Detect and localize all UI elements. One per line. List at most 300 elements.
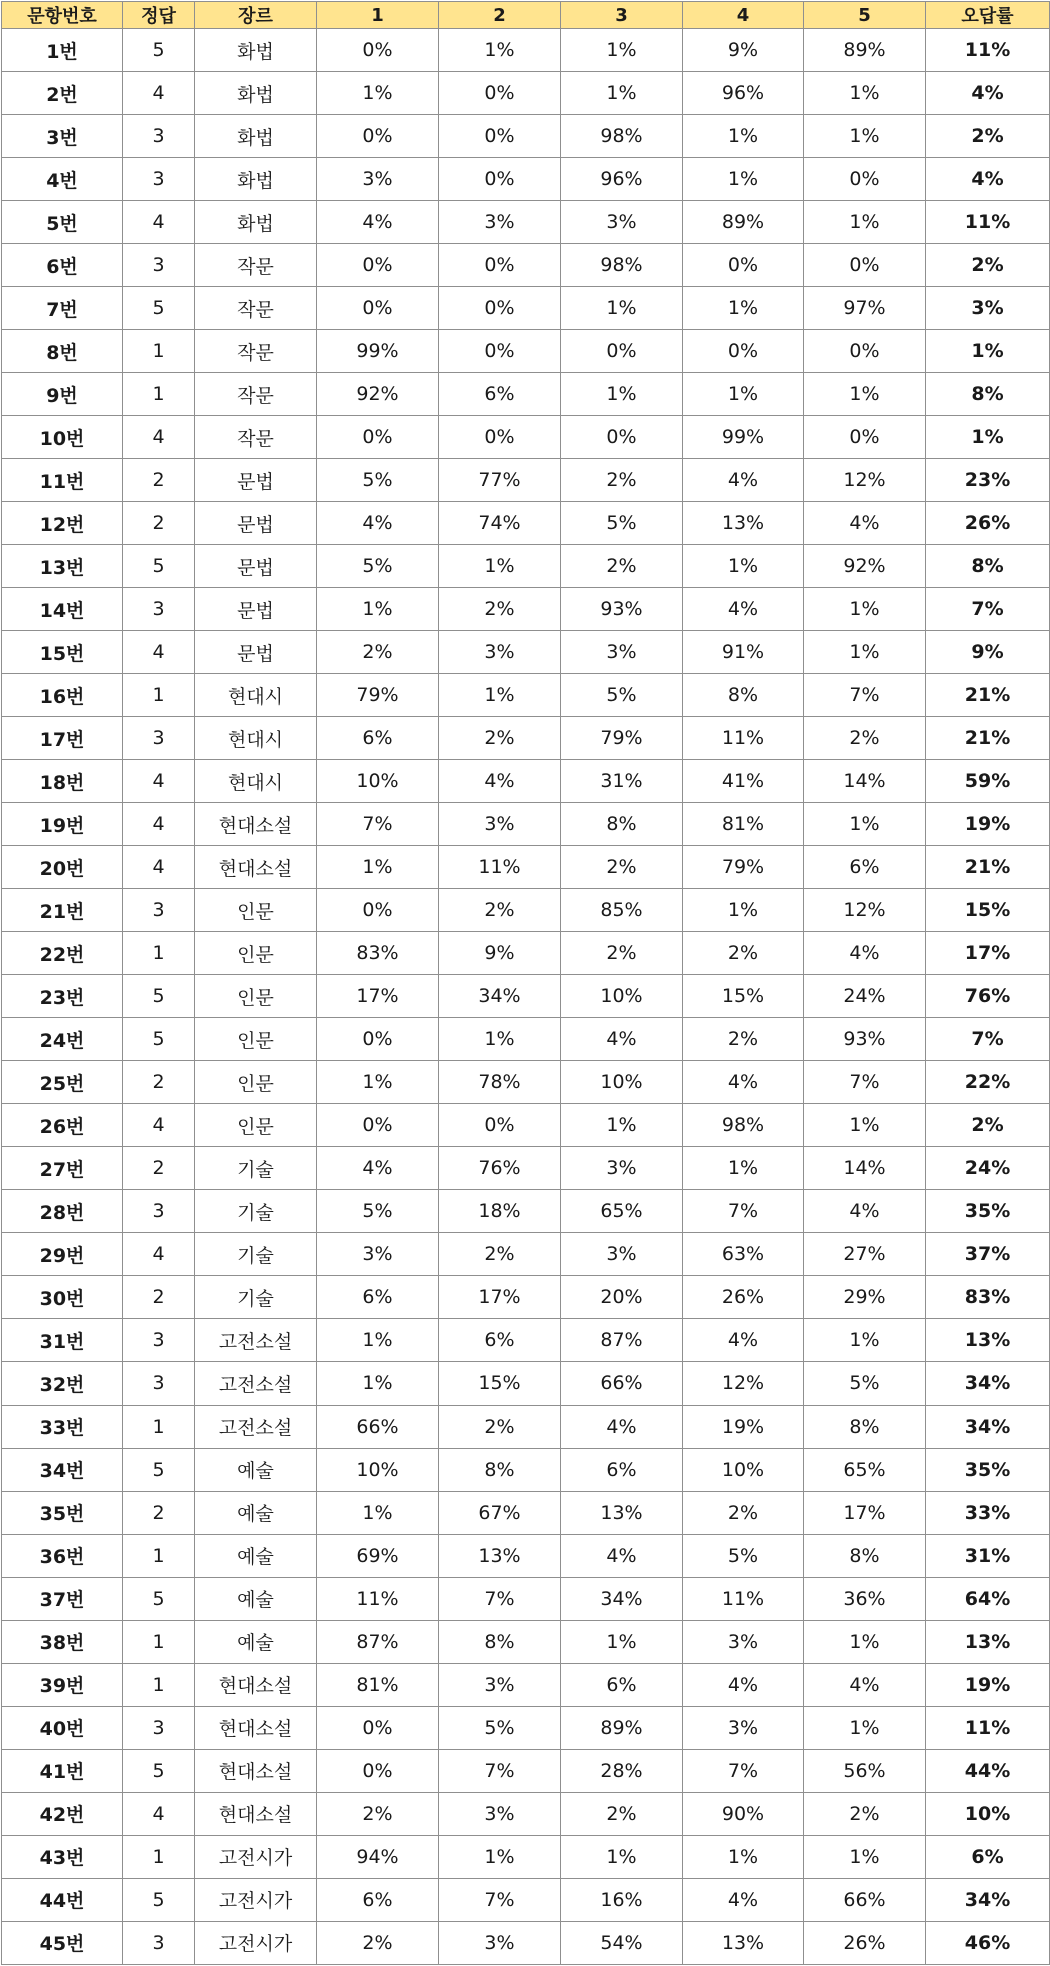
choice-4-rate: 81% (683, 803, 804, 846)
error-rate: 19% (926, 803, 1050, 846)
choice-1-rate: 17% (317, 975, 439, 1018)
table-row (2, 459, 1050, 502)
choice-4-rate: 4% (683, 1663, 804, 1706)
choice-1-rate: 69% (317, 1534, 439, 1577)
table-row (2, 1620, 1050, 1663)
header-question-number: 문항번호 (2, 2, 123, 29)
choice-4-rate: 1% (683, 545, 804, 588)
correct-answer: 3 (123, 1319, 195, 1362)
genre: 현대소설 (195, 1749, 317, 1792)
choice-5-rate: 7% (804, 1061, 926, 1104)
error-rate: 13% (926, 1620, 1050, 1663)
table-row (2, 1276, 1050, 1319)
correct-answer: 3 (123, 158, 195, 201)
choice-3-rate: 1% (561, 287, 683, 330)
choice-2-rate: 5% (439, 1706, 561, 1749)
choice-1-rate: 6% (317, 1878, 439, 1921)
question-number: 5번 (2, 201, 123, 244)
choice-5-rate: 1% (804, 1620, 926, 1663)
question-number: 3번 (2, 115, 123, 158)
choice-5-rate: 27% (804, 1233, 926, 1276)
question-number: 22번 (2, 932, 123, 975)
choice-5-rate: 14% (804, 1147, 926, 1190)
choice-5-rate: 12% (804, 459, 926, 502)
error-rate: 9% (926, 631, 1050, 674)
question-number: 37번 (2, 1577, 123, 1620)
error-rate: 11% (926, 1706, 1050, 1749)
choice-3-rate: 13% (561, 1491, 683, 1534)
choice-2-rate: 0% (439, 416, 561, 459)
choice-3-rate: 54% (561, 1921, 683, 1964)
choice-5-rate: 2% (804, 717, 926, 760)
question-number: 35번 (2, 1491, 123, 1534)
table-row (2, 201, 1050, 244)
choice-5-rate: 97% (804, 287, 926, 330)
choice-2-rate: 1% (439, 29, 561, 72)
error-rate: 22% (926, 1061, 1050, 1104)
question-number: 4번 (2, 158, 123, 201)
choice-1-rate: 0% (317, 1749, 439, 1792)
table-row (2, 760, 1050, 803)
choice-2-rate: 77% (439, 459, 561, 502)
correct-answer: 4 (123, 846, 195, 889)
table-row (2, 373, 1050, 416)
choice-4-rate: 5% (683, 1534, 804, 1577)
choice-5-rate: 4% (804, 1663, 926, 1706)
choice-1-rate: 87% (317, 1620, 439, 1663)
choice-3-rate: 20% (561, 1276, 683, 1319)
choice-5-rate: 8% (804, 1405, 926, 1448)
genre: 예술 (195, 1448, 317, 1491)
error-rate: 21% (926, 846, 1050, 889)
choice-5-rate: 29% (804, 1276, 926, 1319)
choice-1-rate: 1% (317, 1362, 439, 1405)
question-number: 41번 (2, 1749, 123, 1792)
choice-3-rate: 96% (561, 158, 683, 201)
choice-4-rate: 1% (683, 287, 804, 330)
choice-5-rate: 4% (804, 502, 926, 545)
choice-5-rate: 12% (804, 889, 926, 932)
table-row (2, 1147, 1050, 1190)
choice-5-rate: 1% (804, 373, 926, 416)
correct-answer: 1 (123, 1663, 195, 1706)
choice-4-rate: 4% (683, 459, 804, 502)
choice-4-rate: 11% (683, 1577, 804, 1620)
genre: 인문 (195, 932, 317, 975)
genre: 화법 (195, 72, 317, 115)
choice-3-rate: 0% (561, 330, 683, 373)
question-number: 21번 (2, 889, 123, 932)
choice-3-rate: 8% (561, 803, 683, 846)
error-rate: 64% (926, 1577, 1050, 1620)
question-number: 43번 (2, 1835, 123, 1878)
choice-5-rate: 14% (804, 760, 926, 803)
choice-2-rate: 34% (439, 975, 561, 1018)
answer-rate-table (1, 1, 1050, 1965)
choice-5-rate: 36% (804, 1577, 926, 1620)
question-number: 9번 (2, 373, 123, 416)
choice-1-rate: 10% (317, 1448, 439, 1491)
genre: 기술 (195, 1147, 317, 1190)
choice-5-rate: 4% (804, 932, 926, 975)
choice-4-rate: 4% (683, 1319, 804, 1362)
choice-5-rate: 1% (804, 72, 926, 115)
question-number: 18번 (2, 760, 123, 803)
choice-2-rate: 11% (439, 846, 561, 889)
choice-3-rate: 0% (561, 416, 683, 459)
choice-5-rate: 1% (804, 1319, 926, 1362)
choice-3-rate: 10% (561, 1061, 683, 1104)
choice-4-rate: 2% (683, 932, 804, 975)
table-row (2, 1190, 1050, 1233)
question-number: 23번 (2, 975, 123, 1018)
choice-1-rate: 1% (317, 72, 439, 115)
genre: 현대소설 (195, 1663, 317, 1706)
choice-2-rate: 2% (439, 1233, 561, 1276)
choice-1-rate: 0% (317, 1706, 439, 1749)
choice-3-rate: 3% (561, 631, 683, 674)
correct-answer: 1 (123, 674, 195, 717)
choice-4-rate: 7% (683, 1190, 804, 1233)
table-row (2, 674, 1050, 717)
header-genre: 장르 (195, 2, 317, 29)
correct-answer: 4 (123, 803, 195, 846)
choice-2-rate: 6% (439, 1319, 561, 1362)
table-row (2, 1233, 1050, 1276)
genre: 현대시 (195, 674, 317, 717)
choice-2-rate: 3% (439, 1663, 561, 1706)
genre: 인문 (195, 1061, 317, 1104)
table-row (2, 1577, 1050, 1620)
genre: 문법 (195, 588, 317, 631)
choice-3-rate: 1% (561, 29, 683, 72)
genre: 화법 (195, 201, 317, 244)
choice-3-rate: 28% (561, 1749, 683, 1792)
choice-5-rate: 5% (804, 1362, 926, 1405)
choice-3-rate: 6% (561, 1663, 683, 1706)
choice-4-rate: 96% (683, 72, 804, 115)
choice-2-rate: 74% (439, 502, 561, 545)
choice-2-rate: 3% (439, 1921, 561, 1964)
choice-1-rate: 1% (317, 588, 439, 631)
choice-1-rate: 1% (317, 1319, 439, 1362)
genre: 작문 (195, 330, 317, 373)
question-number: 26번 (2, 1104, 123, 1147)
choice-4-rate: 8% (683, 674, 804, 717)
table-row (2, 803, 1050, 846)
choice-3-rate: 10% (561, 975, 683, 1018)
table-row (2, 717, 1050, 760)
choice-2-rate: 3% (439, 201, 561, 244)
error-rate: 31% (926, 1534, 1050, 1577)
choice-4-rate: 4% (683, 1878, 804, 1921)
error-rate: 23% (926, 459, 1050, 502)
choice-4-rate: 2% (683, 1018, 804, 1061)
choice-1-rate: 2% (317, 1921, 439, 1964)
genre: 예술 (195, 1620, 317, 1663)
correct-answer: 2 (123, 1276, 195, 1319)
error-rate: 24% (926, 1147, 1050, 1190)
correct-answer: 5 (123, 287, 195, 330)
choice-4-rate: 1% (683, 889, 804, 932)
question-number: 19번 (2, 803, 123, 846)
table-row (2, 244, 1050, 287)
question-number: 44번 (2, 1878, 123, 1921)
genre: 예술 (195, 1577, 317, 1620)
error-rate: 3% (926, 287, 1050, 330)
table-row (2, 975, 1050, 1018)
choice-2-rate: 9% (439, 932, 561, 975)
choice-3-rate: 65% (561, 1190, 683, 1233)
choice-2-rate: 7% (439, 1749, 561, 1792)
choice-2-rate: 1% (439, 545, 561, 588)
correct-answer: 3 (123, 1921, 195, 1964)
choice-5-rate: 65% (804, 1448, 926, 1491)
choice-3-rate: 5% (561, 674, 683, 717)
header-choice-2: 2 (439, 2, 561, 29)
choice-2-rate: 0% (439, 1104, 561, 1147)
correct-answer: 3 (123, 1362, 195, 1405)
correct-answer: 1 (123, 373, 195, 416)
header-error-rate: 오답률 (926, 2, 1050, 29)
error-rate: 59% (926, 760, 1050, 803)
correct-answer: 3 (123, 244, 195, 287)
choice-5-rate: 1% (804, 588, 926, 631)
choice-4-rate: 63% (683, 1233, 804, 1276)
choice-1-rate: 94% (317, 1835, 439, 1878)
table-row (2, 1835, 1050, 1878)
genre: 인문 (195, 975, 317, 1018)
table-row (2, 1706, 1050, 1749)
choice-4-rate: 4% (683, 588, 804, 631)
question-number: 45번 (2, 1921, 123, 1964)
choice-4-rate: 3% (683, 1620, 804, 1663)
correct-answer: 5 (123, 975, 195, 1018)
choice-3-rate: 16% (561, 1878, 683, 1921)
table-row (2, 1448, 1050, 1491)
correct-answer: 1 (123, 1405, 195, 1448)
table-row (2, 72, 1050, 115)
table-row (2, 588, 1050, 631)
choice-2-rate: 0% (439, 72, 561, 115)
choice-5-rate: 89% (804, 29, 926, 72)
choice-5-rate: 0% (804, 244, 926, 287)
correct-answer: 5 (123, 29, 195, 72)
genre: 고전시가 (195, 1835, 317, 1878)
choice-4-rate: 10% (683, 1448, 804, 1491)
error-rate: 35% (926, 1190, 1050, 1233)
error-rate: 2% (926, 115, 1050, 158)
choice-2-rate: 0% (439, 158, 561, 201)
genre: 작문 (195, 416, 317, 459)
question-number: 39번 (2, 1663, 123, 1706)
choice-3-rate: 3% (561, 201, 683, 244)
correct-answer: 4 (123, 201, 195, 244)
choice-3-rate: 4% (561, 1405, 683, 1448)
table-row (2, 1878, 1050, 1921)
question-number: 10번 (2, 416, 123, 459)
choice-2-rate: 1% (439, 674, 561, 717)
choice-1-rate: 4% (317, 201, 439, 244)
choice-2-rate: 17% (439, 1276, 561, 1319)
choice-4-rate: 15% (683, 975, 804, 1018)
choice-5-rate: 1% (804, 1104, 926, 1147)
header-row (2, 2, 1050, 29)
genre: 화법 (195, 158, 317, 201)
correct-answer: 1 (123, 1534, 195, 1577)
correct-answer: 2 (123, 1491, 195, 1534)
choice-5-rate: 26% (804, 1921, 926, 1964)
correct-answer: 5 (123, 1018, 195, 1061)
choice-5-rate: 0% (804, 330, 926, 373)
choice-2-rate: 78% (439, 1061, 561, 1104)
table-row (2, 1491, 1050, 1534)
choice-4-rate: 0% (683, 244, 804, 287)
genre: 고전소설 (195, 1362, 317, 1405)
genre: 예술 (195, 1491, 317, 1534)
correct-answer: 4 (123, 1104, 195, 1147)
choice-1-rate: 0% (317, 1104, 439, 1147)
choice-3-rate: 2% (561, 459, 683, 502)
choice-1-rate: 1% (317, 1061, 439, 1104)
genre: 현대소설 (195, 803, 317, 846)
choice-3-rate: 1% (561, 1104, 683, 1147)
question-number: 14번 (2, 588, 123, 631)
choice-4-rate: 89% (683, 201, 804, 244)
question-number: 1번 (2, 29, 123, 72)
choice-1-rate: 2% (317, 1792, 439, 1835)
question-number: 11번 (2, 459, 123, 502)
table-row (2, 287, 1050, 330)
table-row (2, 1104, 1050, 1147)
genre: 인문 (195, 889, 317, 932)
error-rate: 1% (926, 330, 1050, 373)
question-number: 12번 (2, 502, 123, 545)
header-choice-3: 3 (561, 2, 683, 29)
choice-5-rate: 1% (804, 115, 926, 158)
choice-5-rate: 8% (804, 1534, 926, 1577)
correct-answer: 2 (123, 1147, 195, 1190)
correct-answer: 3 (123, 1706, 195, 1749)
error-rate: 26% (926, 502, 1050, 545)
genre: 기술 (195, 1276, 317, 1319)
error-rate: 34% (926, 1362, 1050, 1405)
choice-1-rate: 0% (317, 29, 439, 72)
choice-5-rate: 66% (804, 1878, 926, 1921)
choice-2-rate: 2% (439, 588, 561, 631)
table-row (2, 1319, 1050, 1362)
genre: 고전소설 (195, 1405, 317, 1448)
question-number: 28번 (2, 1190, 123, 1233)
genre: 작문 (195, 373, 317, 416)
header-choice-4: 4 (683, 2, 804, 29)
table-row (2, 631, 1050, 674)
choice-3-rate: 79% (561, 717, 683, 760)
choice-1-rate: 3% (317, 1233, 439, 1276)
choice-5-rate: 56% (804, 1749, 926, 1792)
question-number: 42번 (2, 1792, 123, 1835)
error-rate: 6% (926, 1835, 1050, 1878)
choice-1-rate: 81% (317, 1663, 439, 1706)
choice-4-rate: 99% (683, 416, 804, 459)
correct-answer: 4 (123, 631, 195, 674)
question-number: 38번 (2, 1620, 123, 1663)
choice-2-rate: 2% (439, 889, 561, 932)
genre: 기술 (195, 1190, 317, 1233)
choice-4-rate: 13% (683, 502, 804, 545)
choice-1-rate: 4% (317, 502, 439, 545)
correct-answer: 2 (123, 1061, 195, 1104)
choice-1-rate: 1% (317, 1491, 439, 1534)
error-rate: 34% (926, 1405, 1050, 1448)
question-number: 32번 (2, 1362, 123, 1405)
choice-3-rate: 89% (561, 1706, 683, 1749)
choice-4-rate: 12% (683, 1362, 804, 1405)
choice-3-rate: 4% (561, 1534, 683, 1577)
correct-answer: 5 (123, 1577, 195, 1620)
choice-2-rate: 3% (439, 1792, 561, 1835)
error-rate: 19% (926, 1663, 1050, 1706)
choice-4-rate: 1% (683, 158, 804, 201)
choice-3-rate: 4% (561, 1018, 683, 1061)
choice-4-rate: 1% (683, 373, 804, 416)
choice-3-rate: 31% (561, 760, 683, 803)
choice-5-rate: 93% (804, 1018, 926, 1061)
choice-1-rate: 0% (317, 889, 439, 932)
choice-3-rate: 85% (561, 889, 683, 932)
question-number: 17번 (2, 717, 123, 760)
genre: 현대시 (195, 760, 317, 803)
choice-1-rate: 10% (317, 760, 439, 803)
table-row (2, 1061, 1050, 1104)
choice-3-rate: 87% (561, 1319, 683, 1362)
choice-1-rate: 5% (317, 545, 439, 588)
error-rate: 17% (926, 932, 1050, 975)
choice-3-rate: 2% (561, 846, 683, 889)
question-number: 7번 (2, 287, 123, 330)
genre: 인문 (195, 1018, 317, 1061)
error-rate: 10% (926, 1792, 1050, 1835)
error-rate: 4% (926, 72, 1050, 115)
table-row (2, 1405, 1050, 1448)
question-number: 15번 (2, 631, 123, 674)
choice-2-rate: 0% (439, 330, 561, 373)
table-row (2, 1663, 1050, 1706)
question-number: 36번 (2, 1534, 123, 1577)
choice-4-rate: 90% (683, 1792, 804, 1835)
question-number: 8번 (2, 330, 123, 373)
error-rate: 33% (926, 1491, 1050, 1534)
correct-answer: 5 (123, 1878, 195, 1921)
correct-answer: 3 (123, 588, 195, 631)
choice-5-rate: 4% (804, 1190, 926, 1233)
choice-5-rate: 1% (804, 201, 926, 244)
question-number: 24번 (2, 1018, 123, 1061)
genre: 고전시가 (195, 1921, 317, 1964)
choice-1-rate: 3% (317, 158, 439, 201)
question-number: 29번 (2, 1233, 123, 1276)
choice-2-rate: 2% (439, 1405, 561, 1448)
error-rate: 21% (926, 717, 1050, 760)
choice-1-rate: 99% (317, 330, 439, 373)
choice-5-rate: 92% (804, 545, 926, 588)
error-rate: 4% (926, 158, 1050, 201)
correct-answer: 1 (123, 330, 195, 373)
choice-3-rate: 1% (561, 72, 683, 115)
choice-1-rate: 6% (317, 717, 439, 760)
choice-3-rate: 34% (561, 1577, 683, 1620)
table-row (2, 545, 1050, 588)
